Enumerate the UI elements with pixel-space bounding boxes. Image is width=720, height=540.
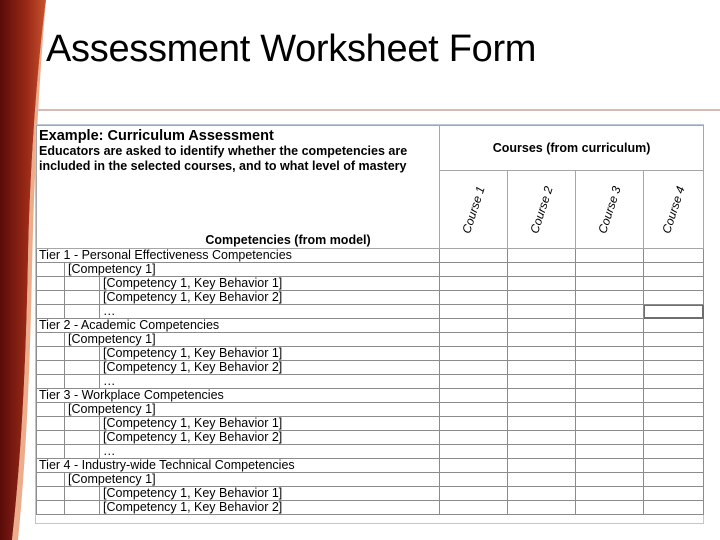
rating-cell[interactable] [644, 459, 704, 473]
rating-cell[interactable] [440, 459, 508, 473]
rating-cell[interactable] [644, 347, 704, 361]
rating-cell[interactable] [508, 375, 576, 389]
competency-row [37, 403, 704, 417]
rating-cell[interactable] [508, 473, 576, 487]
tier-label: Tier 3 - Workplace Competencies [37, 389, 440, 403]
course-label: Course 1 [458, 184, 488, 235]
rating-cell[interactable] [644, 473, 704, 487]
rating-cell[interactable] [576, 403, 644, 417]
rating-cell[interactable] [644, 445, 704, 459]
tier-row [37, 319, 704, 333]
rating-cell[interactable] [440, 263, 508, 277]
example-title: Example: Curriculum Assessment [39, 128, 274, 144]
competency-label: [Competency 1] [65, 263, 440, 277]
competency-row [37, 473, 704, 487]
tier-label: Tier 2 - Academic Competencies [37, 319, 440, 333]
rating-cell[interactable] [508, 417, 576, 431]
competencies-header: Competencies (from model) [205, 233, 371, 247]
rating-cell[interactable] [440, 487, 508, 501]
rating-cell[interactable] [576, 375, 644, 389]
ellipsis-row [37, 305, 704, 319]
rating-cell[interactable] [440, 361, 508, 375]
rating-cell[interactable] [644, 361, 704, 375]
rating-cell[interactable] [440, 333, 508, 347]
ellipsis-label: … [100, 305, 440, 319]
competency-label: [Competency 1] [65, 473, 440, 487]
tier-row [37, 459, 704, 473]
rating-cell[interactable] [508, 445, 576, 459]
tier-row [37, 249, 704, 263]
behavior-row [37, 431, 704, 445]
behavior-label: [Competency 1, Key Behavior 1] [100, 277, 440, 291]
rating-cell[interactable] [508, 305, 576, 319]
rating-cell[interactable] [576, 445, 644, 459]
course-column-header [644, 171, 704, 249]
rating-cell[interactable] [508, 389, 576, 403]
course-column-header [576, 171, 644, 249]
rating-cell[interactable] [508, 319, 576, 333]
course-column-header [440, 171, 508, 249]
behavior-label: [Competency 1, Key Behavior 2] [100, 291, 440, 305]
behavior-label: [Competency 1, Key Behavior 1] [100, 347, 440, 361]
behavior-row [37, 501, 704, 515]
rating-cell[interactable] [508, 347, 576, 361]
rating-cell[interactable] [576, 389, 644, 403]
rating-cell[interactable] [508, 291, 576, 305]
rating-cell-selected[interactable] [644, 305, 704, 319]
rating-cell[interactable] [576, 501, 644, 515]
rating-cell[interactable] [440, 375, 508, 389]
rating-cell[interactable] [576, 305, 644, 319]
behavior-row [37, 361, 704, 375]
course-label: Course 3 [594, 184, 624, 235]
rating-cell[interactable] [644, 417, 704, 431]
ellipsis-row [37, 375, 704, 389]
rating-cell[interactable] [576, 291, 644, 305]
rating-cell[interactable] [644, 333, 704, 347]
rating-cell[interactable] [508, 403, 576, 417]
rating-cell[interactable] [644, 263, 704, 277]
ellipsis-row [37, 445, 704, 459]
rating-cell[interactable] [576, 319, 644, 333]
behavior-label: [Competency 1, Key Behavior 1] [100, 417, 440, 431]
title-divider [36, 109, 720, 111]
assessment-table [36, 125, 704, 515]
rating-cell[interactable] [576, 487, 644, 501]
rating-cell[interactable] [576, 361, 644, 375]
rating-cell[interactable] [440, 249, 508, 263]
courses-header: Courses (from curriculum) [440, 126, 704, 171]
rating-cell[interactable] [508, 277, 576, 291]
rating-cell[interactable] [644, 375, 704, 389]
rating-cell[interactable] [576, 263, 644, 277]
rating-cell[interactable] [644, 291, 704, 305]
rating-cell[interactable] [440, 473, 508, 487]
rating-cell[interactable] [440, 403, 508, 417]
competency-row [37, 263, 704, 277]
rating-cell[interactable] [440, 305, 508, 319]
behavior-row [37, 487, 704, 501]
tier-label: Tier 1 - Personal Effectiveness Competencies [37, 249, 440, 263]
competency-label: [Competency 1] [65, 403, 440, 417]
rating-cell[interactable] [644, 249, 704, 263]
rating-cell[interactable] [576, 417, 644, 431]
rating-cell[interactable] [576, 277, 644, 291]
rating-cell[interactable] [644, 277, 704, 291]
behavior-label: [Competency 1, Key Behavior 2] [100, 431, 440, 445]
course-column-header [508, 171, 576, 249]
rating-cell[interactable] [576, 347, 644, 361]
rating-cell[interactable] [508, 263, 576, 277]
rating-cell[interactable] [440, 291, 508, 305]
tier-label: Tier 4 - Industry-wide Technical Competencies [37, 459, 440, 473]
rating-cell[interactable] [644, 431, 704, 445]
rating-cell[interactable] [508, 361, 576, 375]
rating-cell[interactable] [576, 431, 644, 445]
behavior-label: [Competency 1, Key Behavior 1] [100, 487, 440, 501]
rating-cell[interactable] [644, 403, 704, 417]
rating-cell[interactable] [440, 445, 508, 459]
rating-cell[interactable] [644, 389, 704, 403]
rating-cell[interactable] [440, 319, 508, 333]
rating-cell[interactable] [576, 333, 644, 347]
course-label: Course 2 [526, 184, 556, 235]
rating-cell[interactable] [576, 473, 644, 487]
behavior-label: [Competency 1, Key Behavior 2] [100, 501, 440, 515]
behavior-row [37, 291, 704, 305]
behavior-label: [Competency 1, Key Behavior 2] [100, 361, 440, 375]
behavior-row [37, 277, 704, 291]
tier-row [37, 389, 704, 403]
worksheet-header [37, 126, 440, 249]
rating-cell[interactable] [644, 501, 704, 515]
rating-cell[interactable] [508, 431, 576, 445]
rating-cell[interactable] [644, 487, 704, 501]
competency-row [37, 333, 704, 347]
rating-cell[interactable] [440, 347, 508, 361]
rating-cell[interactable] [440, 389, 508, 403]
rating-cell[interactable] [576, 459, 644, 473]
rating-cell[interactable] [508, 487, 576, 501]
rating-cell[interactable] [508, 501, 576, 515]
worksheet-table-image [36, 125, 703, 523]
rating-cell[interactable] [644, 319, 704, 333]
rating-cell[interactable] [508, 333, 576, 347]
behavior-row [37, 417, 704, 431]
ellipsis-label: … [100, 375, 440, 389]
competency-label: [Competency 1] [65, 333, 440, 347]
rating-cell[interactable] [508, 459, 576, 473]
instructions-text: Educators are asked to identify whether the competencies are included in the selected courses, and to what level of mastery [39, 144, 408, 173]
ellipsis-label: … [100, 445, 440, 459]
course-label: Course 4 [658, 184, 688, 235]
rating-cell[interactable] [440, 431, 508, 445]
rating-cell[interactable] [440, 417, 508, 431]
rating-cell[interactable] [440, 501, 508, 515]
behavior-row [37, 347, 704, 361]
rating-cell[interactable] [440, 277, 508, 291]
rating-cell[interactable] [508, 249, 576, 263]
rating-cell[interactable] [576, 249, 644, 263]
slide-title: Assessment Worksheet Form [46, 28, 537, 70]
